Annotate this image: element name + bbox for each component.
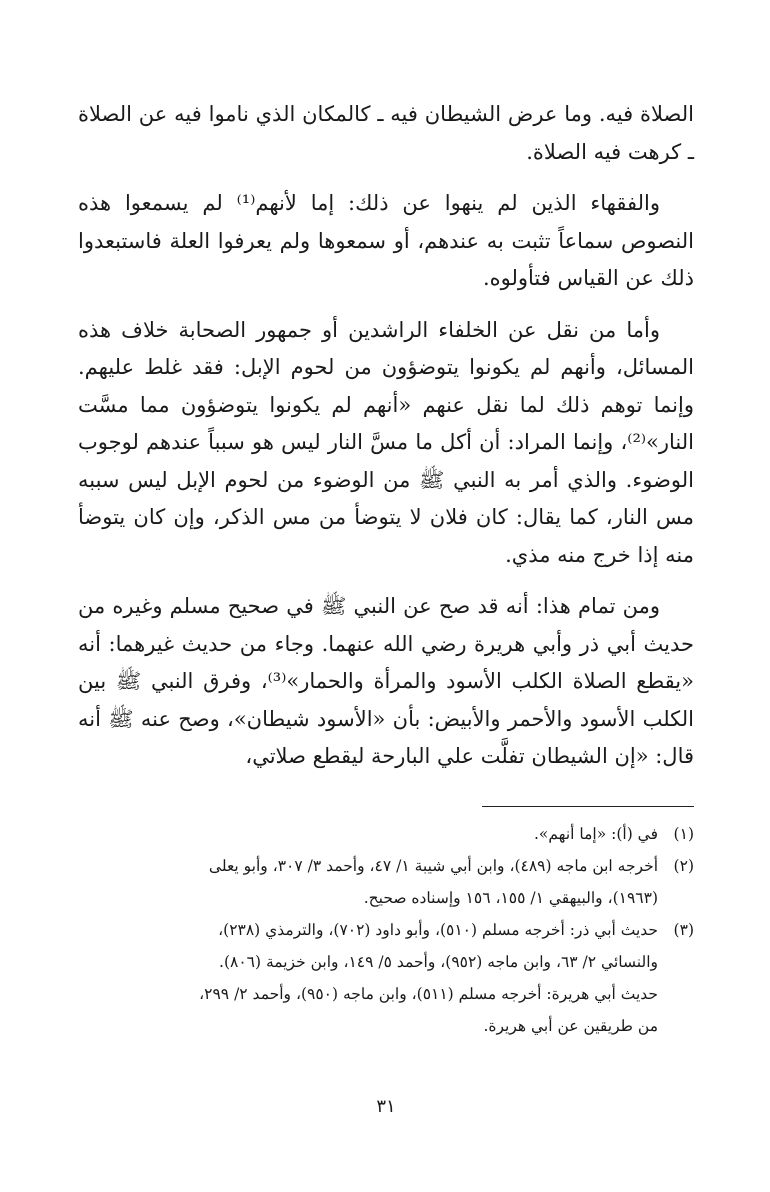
page-number: ٣١ [376,1096,396,1117]
footnote-separator [482,806,694,807]
footnote-line: (١٩٦٣)، والبيهقي ١/ ١٥٥، ١٥٦ وإسناده صحيح. [363,889,658,907]
footnote-text [78,818,658,850]
footnote-text [78,914,658,1042]
footnote-3 [78,914,694,1042]
paragraph-2: والفقهاء الذين لم ينهوا عن ذلك: إما لأنهم⁽¹⁾ لم يسمعوا هذه النصوص سماعاً تثبت به عندهم، أو سمعوها ولم يعرفوا العلة فاستبعدوا ذلك عن القياس فتأولوه. [78,191,694,290]
book-page [78,96,694,1156]
footnote-number: (٢) [673,857,694,875]
main-text [78,96,694,776]
paragraph-1: الصلاة فيه. وما عرض الشيطان فيه ـ كالمكان الذي ناموا فيه عن الصلاة ـ كرهت فيه الصلاة. [78,102,694,164]
footnote-2 [78,850,694,914]
footnote-number: (٣) [673,921,694,939]
footnote-number: (١) [673,825,694,843]
paragraph-4: ومن تمام هذا: أنه قد صح عن النبي ﷺ في صحيح مسلم وغيره من حديث أبي ذر وأبي هريرة رضي الله عنهما. وجاء من حديث غيرهما: أنه «يقطع الصلاة الكلب الأسود والمرأة والحمار»⁽³⁾، وفرق النبي ﷺ بين الكلب الأسود والأحمر والأبيض: بأن «الأسود شيطان»، وصح عنه ﷺ أنه قال: «إن الشيطان تفلَّت علي البارحة ليقطع صلاتي، [78,594,694,768]
footnote-line: من طريقين عن أبي هريرة. [483,1017,658,1035]
footnotes [78,818,694,1042]
footnote-line: حديث أبي هريرة: أخرجه مسلم (٥١١)، وابن ماجه (٩٥٠)، وأحمد ٢/ ٢٩٩، [199,985,658,1003]
footnote-1 [78,818,694,850]
footnote-line: أخرجه ابن ماجه (٤٨٩)، وابن أبي شيبة ١/ ٤٧، وأحمد ٣/ ٣٠٧، وأبو يعلى [208,857,658,875]
footnote-text [78,850,658,914]
footnote-line: حديث أبي ذر: أخرجه مسلم (٥١٠)، وأبو داود (٧٠٢)، والترمذي (٢٣٨)، [218,921,658,939]
footnote-line: في (أ): «إما أنهم». [533,825,658,843]
paragraph-3: وأما من نقل عن الخلفاء الراشدين أو جمهور الصحابة خلاف هذه المسائل، وأنهم لم يكونوا يتوضؤون من لحوم الإبل: فقد غلط عليهم. وإنما توهم ذلك لما نقل عنهم «أنهم لم يكونوا يتوضؤون مما مسَّت النار»⁽²⁾، وإنما المراد: أن أكل ما مسَّ النار ليس هو سبباً عندهم لوجوب الوضوء. والذي أمر به النبي ﷺ من الوضوء من لحوم الإبل ليس سببه مس النار، كما يقال: كان فلان لا يتوضأ من مس الذكر، وإن كان يتوضأ منه إذا خرج منه مذي. [78,317,694,567]
footnote-line: والنسائي ٢/ ٦٣، وابن ماجه (٩٥٢)، وأحمد ٥/ ١٤٩، وابن خزيمة (٨٠٦). [219,953,658,971]
